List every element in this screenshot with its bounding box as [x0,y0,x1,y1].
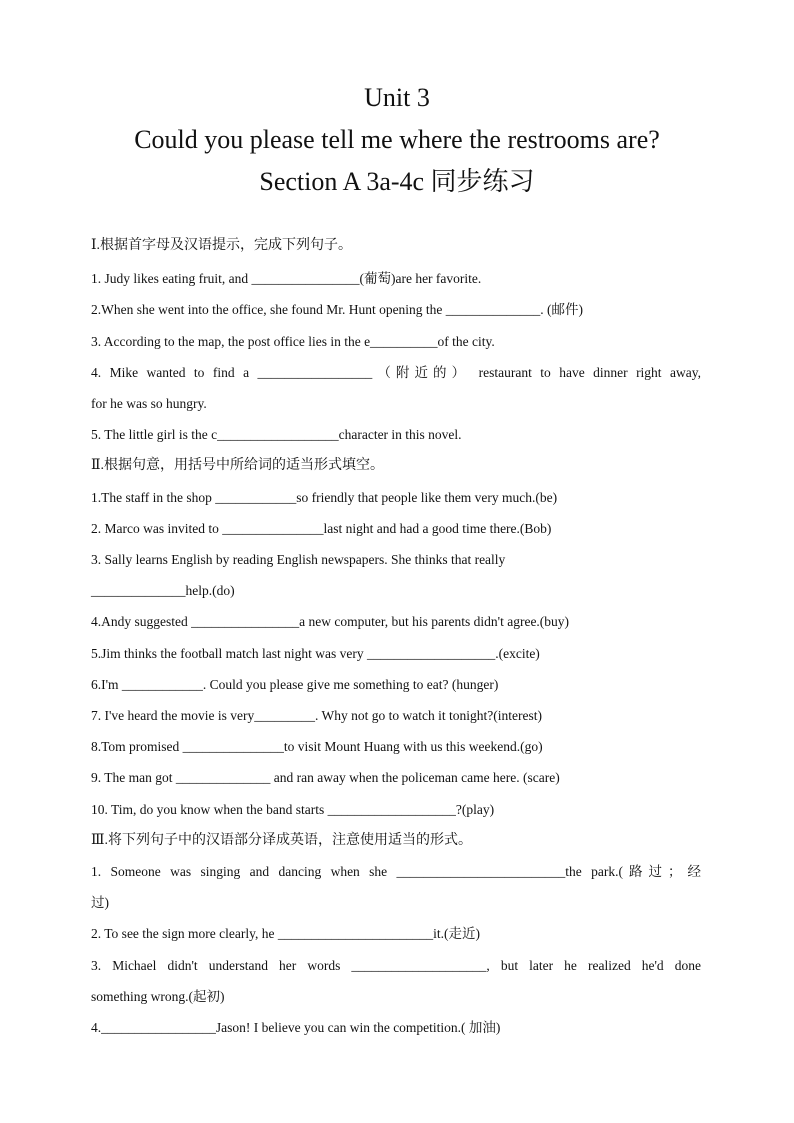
part2-question-9: 9. The man got ______________ and ran away when the policeman came here. (scare) [91,770,560,785]
part1-question-4-line1: 4. Mike wanted to find a _________________（附近的） restaurant to have dinner right away, [91,365,701,380]
part2-question-4: 4.Andy suggested ________________a new computer, but his parents didn't agree.(buy) [91,614,570,629]
part2-question-3-line2: ______________help.(do) [91,583,235,598]
unit-title: Unit 3 [364,83,430,112]
part2-question-6: 6.I'm ____________. Could you please give me something to eat? (hunger) [91,677,499,692]
part2-heading: Ⅱ.根据句意，用括号中所给词的适当形式填空。 [91,458,385,473]
part3-question-4: 4._________________Jason! I believe you can win the competition.( 加油) [91,1020,501,1035]
part3-question-2: 2. To see the sign more clearly, he _______________________it.(走近) [91,926,480,941]
part1-question-5: 5. The little girl is the c__________________character in this novel. [91,427,462,442]
part3-heading: Ⅲ.将下列句子中的汉语部分译成英语，注意使用适当的形式。 [91,833,472,848]
part2-question-7: 7. I've heard the movie is very_________. Why not go to watch it tonight?(interest) [91,708,542,723]
part1-heading: Ⅰ.根据首字母及汉语提示，完成下列句子。 [91,238,353,253]
part1-question-2: 2.When she went into the office, she found Mr. Hunt opening the ______________. (邮件) [91,302,584,317]
part3-question-1-line2: 过) [91,895,109,910]
section-title: Section A 3a-4c 同步练习 [259,167,535,196]
part2-question-3-line1: 3. Sally learns English by reading English newspapers. She thinks that really [91,552,506,567]
part1-question-3: 3. According to the map, the post office lies in the e__________of the city. [91,334,495,349]
part2-question-2: 2. Marco was invited to _______________last night and had a good time there.(Bob) [91,521,552,536]
part2-question-8: 8.Tom promised _______________to visit Mount Huang with us this weekend.(go) [91,739,543,754]
part2-question-5: 5.Jim thinks the football match last night was very ___________________.(excite) [91,646,540,661]
part3-question-3-line1: 3. Michael didn't understand her words ____________________, but later he realized he'd done [91,958,701,973]
part2-question-1: 1.The staff in the shop ____________so friendly that people like them very much.(be) [91,490,558,505]
part1-question-4-line2: for he was so hungry. [91,396,207,411]
lesson-question-title: Could you please tell me where the restrooms are? [134,125,660,154]
part1-question-1: 1. Judy likes eating fruit, and ________________(葡萄)are her favorite. [91,271,482,286]
part3-question-1-line1: 1. Someone was singing and dancing when she _________________________the park.(路过；经 [91,864,701,879]
part3-question-3-line2: something wrong.(起初) [91,989,225,1004]
part2-question-10: 10. Tim, do you know when the band starts ___________________?(play) [91,802,495,817]
